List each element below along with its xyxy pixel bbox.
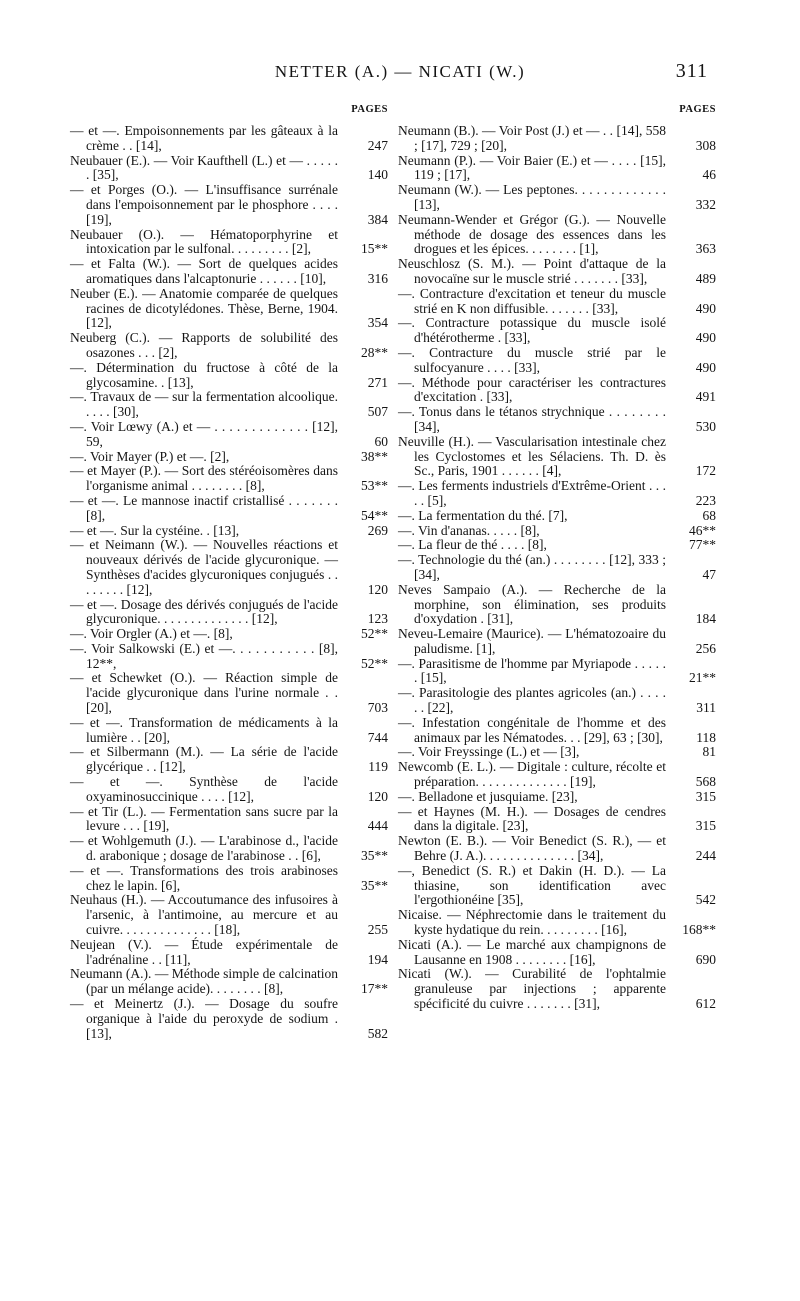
entry-page: 311 — [696, 700, 716, 716]
entry-page: 444 — [367, 818, 388, 834]
entry-page: 46** — [689, 522, 716, 538]
entry-page: 81 — [702, 744, 716, 760]
entry-page: 703 — [367, 700, 388, 716]
index-entry — [398, 716, 716, 746]
index-entry — [70, 745, 388, 775]
entry-page: 354 — [367, 315, 388, 331]
index-entry — [70, 671, 388, 715]
index-entry — [70, 864, 388, 894]
entry-page: 316 — [367, 270, 388, 286]
entry-text: Nicati (A.). — Le marché aux champignons de Lausanne en 1908 . . . . . . . . [16], — [398, 936, 666, 967]
entry-text: — et —. Empoisonnements par les gâteaux à la crème . . [14], — [70, 123, 338, 153]
entry-page: 490 — [695, 359, 716, 375]
entry-page: 256 — [695, 640, 716, 656]
index-entry — [70, 716, 388, 746]
index-entry — [70, 464, 388, 494]
entry-text: Nicaise. — Néphrectomie dans le traitement du kyste hydatique du rein. . . . . . . . . [16], — [398, 907, 666, 938]
index-entry — [398, 553, 716, 583]
entry-page: 568 — [695, 774, 716, 790]
index-entry — [70, 390, 388, 420]
entry-text: Neuber (E.). — Anatomie comparée de quelques racines de dicotylédones. Thèse, Berne, 1904. [12], — [70, 285, 338, 331]
entry-text: Neuhaus (H.). — Accoutumance des infusoires à l'arsenic, à l'antimoine, au mercure et au cuivre. . . . . . . . . . . . . . [18], — [70, 892, 338, 938]
index-entry — [398, 538, 716, 553]
entry-page: 491 — [695, 389, 716, 405]
entry-text: — et Wohlgemuth (J.). — L'arabinose d., l'acide d. arabonique ; dosage de l'arabinose . . [6], — [70, 833, 338, 864]
index-entry — [70, 331, 388, 361]
entry-text: Neumann (A.). — Méthode simple de calcination (par un mélange acide). . . . . . . . [8], — [70, 966, 338, 997]
entry-page: 744 — [367, 729, 388, 745]
entry-text: Neves Sampaio (A.). — Recherche de la morphine, son élimination, ses produits d'oxydation . [31], — [398, 581, 666, 627]
entry-text: Neuville (H.). — Vascularisation intestinale chez les Cyclostomes et les Sélaciens. Th. D. ès Sc., Paris, 1901 . . . . . . [4], — [398, 433, 666, 479]
entry-text: Neujean (V.). — Étude expérimentale de l'adrénaline . . [11], — [70, 936, 338, 967]
index-entry — [70, 154, 388, 184]
index-entry — [398, 524, 716, 539]
entry-text: —. Voir Lœwy (A.) et — . . . . . . . . . . . . . [12], 59, — [70, 418, 338, 449]
entry-text: —. Travaux de — sur la fermentation alcoolique. . . . . [30], — [70, 389, 338, 420]
entry-text: Newton (E. B.). — Voir Benedict (S. R.), — et Behre (J. A.). . . . . . . . . . . . . . [34], — [398, 833, 666, 864]
entry-page: 172 — [695, 463, 716, 479]
entry-page: 255 — [367, 922, 388, 938]
pages-heading-right: PAGES — [679, 104, 716, 115]
entry-text: —. Voir Freyssinge (L.) et — [3], — [398, 744, 580, 760]
index-entry — [70, 997, 388, 1041]
entry-text: —. La fleur de thé . . . . [8], — [398, 537, 547, 553]
index-entry — [70, 257, 388, 287]
entry-page: 46 — [702, 167, 716, 183]
entry-text: Neubauer (E.). — Voir Kaufthell (L.) et — . . . . . . [35], — [70, 152, 338, 183]
entry-text: —, Benedict (S. R.) et Dakin (H. D.). — La thiasine, son identification avec l'ergothionéine [35], — [398, 862, 666, 908]
entry-page: 38** — [361, 448, 388, 464]
entry-page: 47 — [702, 566, 716, 582]
entry-page: 582 — [367, 1025, 388, 1041]
index-entry — [398, 509, 716, 524]
page-number: 311 — [675, 60, 708, 82]
entry-page: 21** — [689, 670, 716, 686]
entry-text: —. Détermination du fructose à côté de la glycosamine. . [13], — [70, 359, 338, 390]
entry-text: — et —. Transformations des trois arabinoses chez le lapin. [6], — [70, 862, 338, 893]
index-entry — [398, 479, 716, 509]
entry-page: 120 — [367, 581, 388, 597]
index-entry — [70, 938, 388, 968]
entry-page: 530 — [695, 418, 716, 434]
entry-text: —. Voir Salkowski (E.) et —. . . . . . . . . . . [8], 12**, — [70, 640, 338, 671]
index-entry — [398, 376, 716, 406]
entry-text: — et —. Le mannose inactif cristallisé . . . . . . . [8], — [70, 492, 338, 523]
entry-page: 123 — [367, 611, 388, 627]
index-entry — [70, 538, 388, 597]
index-entry — [398, 864, 716, 908]
entry-page: 315 — [695, 818, 716, 834]
entry-text: — et Neimann (W.). — Nouvelles réactions et nouveaux dérivés de l'acide glycuronique. — Synthèses d'acides glycuroniques conjugués . . . . . . . . [12], — [70, 537, 338, 597]
entry-text: — et Silbermann (M.). — La série de l'acide glycérique . . [12], — [70, 744, 338, 775]
entry-page: 690 — [695, 951, 716, 967]
entry-text: — et Meinertz (J.). — Dosage du soufre organique à l'aide du peroxyde de sodium . [13], — [70, 996, 338, 1041]
entry-text: Nicati (W.). — Curabilité de l'ophtalmie granuleuse par injections ; apparente spécificité du cuivre . . . . . . . [31], — [398, 966, 666, 1012]
entry-text: —. Technologie du thé (an.) . . . . . . . . [12], 333 ; [34], — [398, 552, 666, 582]
entry-text: —. Parasitisme de l'homme par Myriapode . . . . . . [15], — [398, 655, 666, 686]
index-entry — [398, 745, 716, 760]
entry-text: —. Voir Orgler (A.) et —. [8], — [70, 626, 233, 642]
index-entry — [70, 228, 388, 258]
entry-text: — et —. Sur la cystéine. . [13], — [70, 522, 240, 538]
entry-text: Neuberg (C.). — Rapports de solubilité des osazones . . . [2], — [70, 330, 338, 360]
entry-page: 490 — [695, 300, 716, 316]
entry-text: — et Haynes (M. H.). — Dosages de cendres dans la digitale. [23], — [398, 803, 666, 834]
entry-text: —. Les ferments industriels d'Extrême-Orient . . . . . [5], — [398, 478, 666, 508]
entry-text: — et —. Synthèse de l'acide oxyaminosuccinique . . . . [12], — [70, 774, 338, 804]
entry-text: Newcomb (E. L.). — Digitale : culture, récolte et préparation. . . . . . . . . . . . . . [19], — [398, 759, 666, 790]
index-entry — [70, 450, 388, 465]
entry-page: 118 — [696, 729, 716, 745]
entry-text: —. Infestation congénitale de l'homme et des animaux par les Nématodes. . . [29], 63 ; [30], — [398, 714, 666, 745]
entry-page: 28** — [361, 344, 388, 360]
running-title: NETTER (A.) — NICATI (W.) — [274, 62, 526, 81]
entry-page: 168** — [682, 922, 716, 938]
entry-text: —. Vin d'ananas. . . . . [8], — [398, 522, 540, 538]
index-entry — [70, 598, 388, 628]
pages-heading-left: PAGES — [351, 104, 388, 115]
index-entry — [398, 154, 716, 184]
entry-text: — et Porges (O.). — L'insuffisance surrénale dans l'empoisonnement par le phosphore . . . . [19], — [70, 182, 338, 227]
index-entry — [398, 405, 716, 435]
entry-text: Neumann (B.). — Voir Post (J.) et — . . [14], 558 ; [17], 729 ; [20], — [398, 123, 666, 153]
index-entry — [70, 834, 388, 864]
index-entry — [398, 790, 716, 805]
entry-page: 490 — [695, 330, 716, 346]
entry-page: 35** — [361, 877, 388, 893]
entry-page: 52** — [361, 655, 388, 671]
entry-page: 363 — [695, 241, 716, 257]
left-entry-list — [70, 124, 388, 1041]
entry-text: — et —. Transformation de médicaments à la lumière . . [20], — [70, 714, 338, 745]
index-entry — [398, 183, 716, 213]
entry-page: 140 — [367, 167, 388, 183]
entry-page: 60 — [374, 433, 388, 449]
entry-text: —. Voir Mayer (P.) et —. [2], — [70, 448, 230, 464]
index-entry — [70, 124, 388, 154]
index-entry — [70, 287, 388, 331]
index-entry — [398, 686, 716, 716]
index-entry — [398, 257, 716, 287]
entry-page: 15** — [361, 241, 388, 257]
entry-text: Neumann (W.). — Les peptones. . . . . . . . . . . . . [13], — [398, 182, 666, 212]
index-entry — [70, 361, 388, 391]
entry-text: —. Contracture potassique du muscle isolé d'hétérotherme . [33], — [398, 315, 666, 346]
entry-page: 542 — [695, 892, 716, 908]
right-entry-list — [398, 124, 716, 1012]
entry-page: 489 — [695, 270, 716, 286]
entry-page: 119 — [368, 759, 388, 775]
entry-text: —. Belladone et jusquiame. [23], — [398, 788, 578, 804]
entry-page: 35** — [361, 848, 388, 864]
entry-page: 120 — [367, 788, 388, 804]
index-entry — [398, 938, 716, 968]
entry-text: Neumann (P.). — Voir Baier (E.) et — . . . . [15], 119 ; [17], — [398, 152, 666, 183]
index-entry — [70, 893, 388, 937]
index-entry — [398, 967, 716, 1011]
entry-page: 54** — [361, 507, 388, 523]
entry-page: 184 — [695, 611, 716, 627]
entry-text: — et —. Dosage des dérivés conjugués de l'acide glycuronique. . . . . . . . . . . . . . [12], — [70, 596, 338, 627]
index-entry — [398, 657, 716, 687]
entry-text: — et Falta (W.). — Sort de quelques acides aromatiques dans l'alcaptonurie . . . . . . [10], — [70, 256, 338, 286]
entry-page: 384 — [367, 211, 388, 227]
entry-page: 53** — [361, 478, 388, 494]
entry-text: — et Tir (L.). — Fermentation sans sucre par la levure . . . [19], — [70, 803, 338, 834]
entry-text: —. Parasitologie des plantes agricoles (an.) . . . . . . [22], — [398, 685, 666, 716]
index-entry — [398, 346, 716, 376]
entry-text: —. Tonus dans le tétanos strychnique . . . . . . . . [34], — [398, 404, 666, 434]
index-entry — [70, 183, 388, 227]
entry-text: —. Contracture d'excitation et teneur du muscle strié en K non diffusible. . . . . . . [33], — [398, 285, 666, 316]
index-entry — [398, 908, 716, 938]
index-entry — [70, 775, 388, 805]
entry-page: 77** — [689, 537, 716, 553]
entry-page: 223 — [695, 492, 716, 508]
index-entry — [398, 287, 716, 317]
entry-text: Neveu-Lemaire (Maurice). — L'hématozoaire du paludisme. [1], — [398, 626, 666, 656]
index-entry — [398, 124, 716, 154]
entry-page: 308 — [695, 137, 716, 153]
entry-text: —. Méthode pour caractériser les contractures d'excitation . [33], — [398, 374, 666, 405]
entry-page: 507 — [367, 404, 388, 420]
entry-page: 315 — [695, 788, 716, 804]
entry-page: 244 — [695, 848, 716, 864]
entry-page: 247 — [367, 137, 388, 153]
index-entry — [398, 834, 716, 864]
entry-page: 332 — [695, 196, 716, 212]
entry-page: 271 — [367, 374, 388, 390]
entry-page: 194 — [367, 951, 388, 967]
index-entry — [70, 967, 388, 997]
index-entry — [398, 760, 716, 790]
entry-text: —. La fermentation du thé. [7], — [398, 507, 568, 523]
entry-text: Neumann-Wender et Grégor (G.). — Nouvelle méthode de dosage des essences dans les drogues et les épices. . . . . . . . [1], — [398, 211, 666, 257]
entry-page: 17** — [361, 981, 388, 997]
page-header — [0, 60, 800, 90]
index-entry — [70, 642, 388, 672]
entry-text: — et Schewket (O.). — Réaction simple de l'acide glycuronique dans l'urine normale . . [20], — [70, 670, 338, 716]
index-entry — [70, 524, 388, 539]
entry-text: —. Contracture du muscle strié par le sulfocyanure . . . . [33], — [398, 344, 666, 375]
entry-page: 52** — [361, 626, 388, 642]
entry-page: 68 — [702, 507, 716, 523]
index-entry — [398, 213, 716, 257]
entry-page: 612 — [695, 996, 716, 1012]
index-entry — [398, 627, 716, 657]
index-entry — [398, 805, 716, 835]
index-entry — [398, 316, 716, 346]
index-entry — [70, 805, 388, 835]
entry-page: 269 — [367, 522, 388, 538]
entry-text: Neuschlosz (S. M.). — Point d'attaque de la novocaïne sur le muscle strié . . . . . . . [33], — [398, 256, 666, 286]
index-entry — [70, 494, 388, 524]
index-entry — [70, 627, 388, 642]
index-entry — [70, 420, 388, 450]
entry-text: — et Mayer (P.). — Sort des stéréoisomères dans l'organisme animal . . . . . . . . [8], — [70, 463, 338, 494]
index-entry — [398, 435, 716, 479]
index-entry — [398, 583, 716, 627]
entry-text: Neubauer (O.). — Hématoporphyrine et intoxication par le sulfonal. . . . . . . . . [2], — [70, 226, 338, 257]
